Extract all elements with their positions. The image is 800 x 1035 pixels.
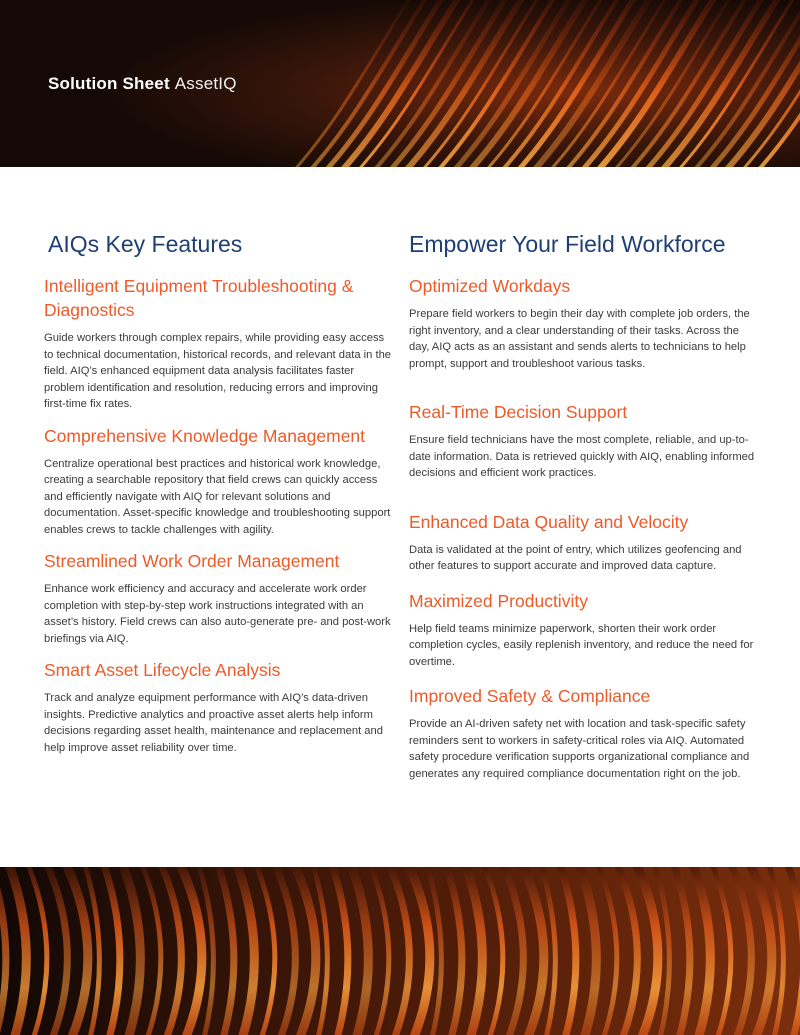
feature-title: Smart Asset Lifecycle Analysis <box>44 660 281 680</box>
benefit-description: Prepare field workers to begin their day with complete job orders, the right inventory, and a clear understanding of their tasks. Across the day, AIQ acts as an assistant and sends alerts to technicians to help prompt, support and troubleshoot various tasks. <box>409 308 750 370</box>
key-features-heading: AIQs Key Features <box>48 231 243 257</box>
feature-item <box>44 658 392 756</box>
feature-description: Enhance work efficiency and accuracy and accelerate work order completion with step-by-step work instructions integrated with an asset’s history. Field crews can also auto-generate pre- and post-work briefings via AIQ. <box>44 583 391 645</box>
abstract-orange-waves-image <box>0 867 800 1035</box>
feature-description: Track and analyze equipment performance with AIQ’s data-driven insights. Predictive analytics and proactive asset alerts help inform decisions regarding asset health, maintenance and replacement and help improve asset reliability over time. <box>44 692 383 754</box>
title-bold: Solution Sheet <box>48 74 170 93</box>
benefit-description: Data is validated at the point of entry, which utilizes geofencing and other features to support accurate and improved data capture. <box>409 543 742 572</box>
feature-item <box>44 549 392 647</box>
benefit-item <box>409 400 761 482</box>
benefit-item <box>409 510 761 575</box>
benefit-title: Real-Time Decision Support <box>409 402 628 422</box>
feature-title: Comprehensive Knowledge Management <box>44 425 366 446</box>
benefit-title: Optimized Workdays <box>409 276 571 296</box>
benefit-description: Help field teams minimize paperwork, shorten their work order completion cycles, easily replenish inventory, and reduce the need for overtime. <box>409 622 754 668</box>
benefit-item <box>409 274 761 372</box>
feature-description: Centralize operational best practices and historical work knowledge, creating a searchable repository that field crews can quickly access and efficiently navigate with AIQ for relevant solutions and documentation. Asset-specific knowledge and troubleshooting support enables crews to tackle challenges with agility. <box>44 457 391 536</box>
footer-banner <box>0 867 800 1035</box>
benefit-title: Improved Safety & Compliance <box>409 686 651 706</box>
benefit-item <box>409 589 761 671</box>
benefit-title: Maximized Productivity <box>409 590 588 611</box>
benefit-title: Enhanced Data Quality and Velocity <box>409 511 689 532</box>
feature-description: Guide workers through complex repairs, while providing easy access to technical documentation, historical records, and relevant data in the field. AIQ’s enhanced equipment data analysis facilitates faster problem identification and resolution, reducing errors and improving first-time fix rates. <box>44 332 392 410</box>
feature-title: Streamlined Work Order Management <box>44 551 340 571</box>
feature-title: Intelligent Equipment Troubleshooting & Diagnostics <box>44 276 354 320</box>
header-banner <box>0 0 800 167</box>
title-product: AssetIQ <box>174 74 237 93</box>
field-workforce-column <box>409 228 761 810</box>
benefit-description: Ensure field technicians have the most complete, reliable, and up-to-date information. Data is retrieved quickly with AIQ, enabling informed decisions and efficient work practices. <box>409 434 755 479</box>
benefit-description: Provide an AI-driven safety net with location and task-specific safety reminders sent to workers in safety-critical roles via AIQ. Automated safety procedure verification supports organizational compliance and generates any required compliance documentation right on the job. <box>409 718 750 780</box>
feature-item <box>44 424 392 539</box>
solution-sheet-title <box>48 74 237 94</box>
field-workforce-heading: Empower Your Field Workforce <box>409 231 726 257</box>
key-features-column <box>44 228 392 767</box>
feature-item <box>44 274 392 413</box>
benefit-item <box>409 684 761 782</box>
